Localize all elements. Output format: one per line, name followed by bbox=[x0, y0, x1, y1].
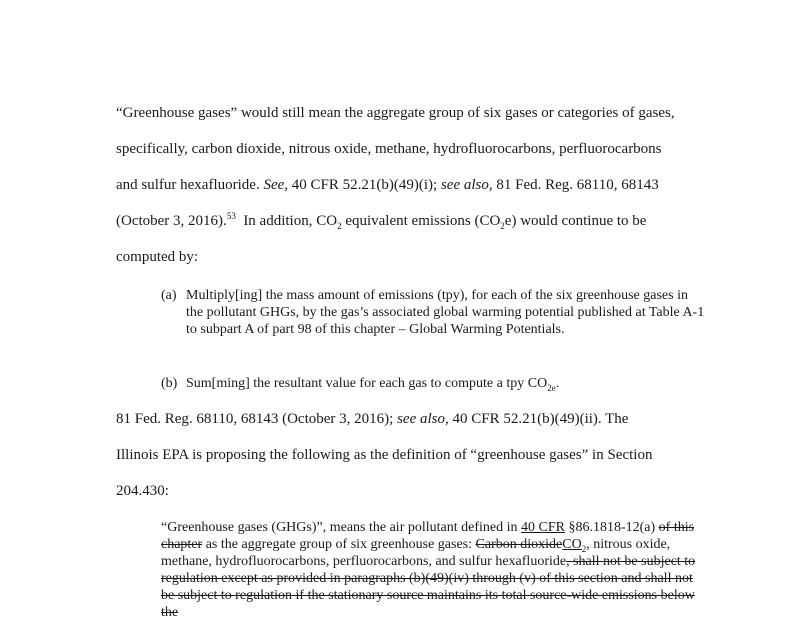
citation: 81 Fed. Reg. 68110, 68143 (October 3, 2016); bbox=[116, 411, 394, 427]
subscript: 2 bbox=[337, 221, 342, 231]
text-run: “Greenhouse gases (GHGs)”, means the air pollutant defined in bbox=[161, 520, 518, 535]
text-run: equivalent emissions (CO bbox=[345, 213, 501, 229]
list-item-text: Multiply[ing] the mass amount of emissions (tpy), for each of the six greenhouse gases in the pollutant GHGs, by the gas’s associated global warming potential published at Table A-1 to subpart A of part 98 of this chapter – Global Warming Potentials. bbox=[186, 288, 705, 337]
text-run: , nitrous oxide, methane, hydrofluorocarbons, perfluorocarbons, and sulfur hexafluoride bbox=[161, 537, 671, 569]
paragraph-line bbox=[116, 177, 659, 194]
citation-signal: See, bbox=[263, 177, 289, 193]
paragraph-line bbox=[116, 213, 646, 230]
citation-signal: see also, bbox=[440, 177, 493, 193]
text-run: (October 3, 2016). bbox=[116, 213, 227, 229]
deleted-text: , shall not be subject to regulation except as provided in paragraphs (b)(49)(iv) through (v) of this section and shall not be subject to regulation if the stationary source maintains its total source-wide emissions below the bbox=[161, 554, 696, 620]
paragraph-line: computed by: bbox=[116, 249, 199, 265]
list-item-text bbox=[186, 375, 706, 392]
list-marker: (a) bbox=[161, 288, 177, 303]
citation: 40 CFR 52.21(b)(49)(i); bbox=[291, 177, 438, 193]
definition-block bbox=[161, 519, 706, 621]
text-run: Sum[ming] the resultant value for each gas to compute a tpy CO bbox=[186, 376, 548, 391]
citation: 81 Fed. Reg. 68110, 68143 bbox=[496, 177, 659, 193]
inserted-text bbox=[562, 537, 586, 552]
paragraph-line: 204.430: bbox=[116, 483, 169, 499]
list-item-b bbox=[161, 375, 706, 392]
text-run: CO bbox=[562, 537, 582, 552]
text-run: . bbox=[555, 376, 560, 391]
subscript: 2e bbox=[547, 382, 556, 393]
deleted-text: of this chapter bbox=[161, 520, 695, 552]
text-run: and sulfur hexafluoride. bbox=[116, 177, 260, 193]
citation-signal: see also, bbox=[397, 411, 449, 427]
text-run: In addition, CO bbox=[243, 213, 338, 229]
list-marker: (b) bbox=[161, 376, 178, 391]
text-run: §86.1818-12(a) bbox=[568, 520, 656, 535]
text-run: as the aggregate group of six greenhouse gases: bbox=[205, 537, 473, 552]
list-item-a bbox=[161, 287, 706, 338]
text-run: e) would continue to be bbox=[504, 213, 647, 229]
deleted-text: Carbon dioxide bbox=[475, 537, 563, 552]
citation: 40 CFR 52.21(b)(49)(ii). The bbox=[452, 411, 629, 427]
subscript: 2 bbox=[500, 221, 505, 231]
paragraph-line: Illinois EPA is proposing the following as the definition of “greenhouse gases” in Section bbox=[116, 447, 653, 463]
subscript: 2 bbox=[581, 543, 587, 554]
inserted-text: 40 CFR bbox=[521, 520, 565, 535]
paragraph-line bbox=[116, 411, 628, 428]
paragraph-line: “Greenhouse gases” would still mean the aggregate group of six gases or categories of gases, bbox=[116, 105, 675, 121]
paragraph-line: specifically, carbon dioxide, nitrous oxide, methane, hydrofluorocarbons, perfluorocarbons bbox=[116, 141, 662, 157]
footnote-reference: 53 bbox=[226, 211, 236, 221]
